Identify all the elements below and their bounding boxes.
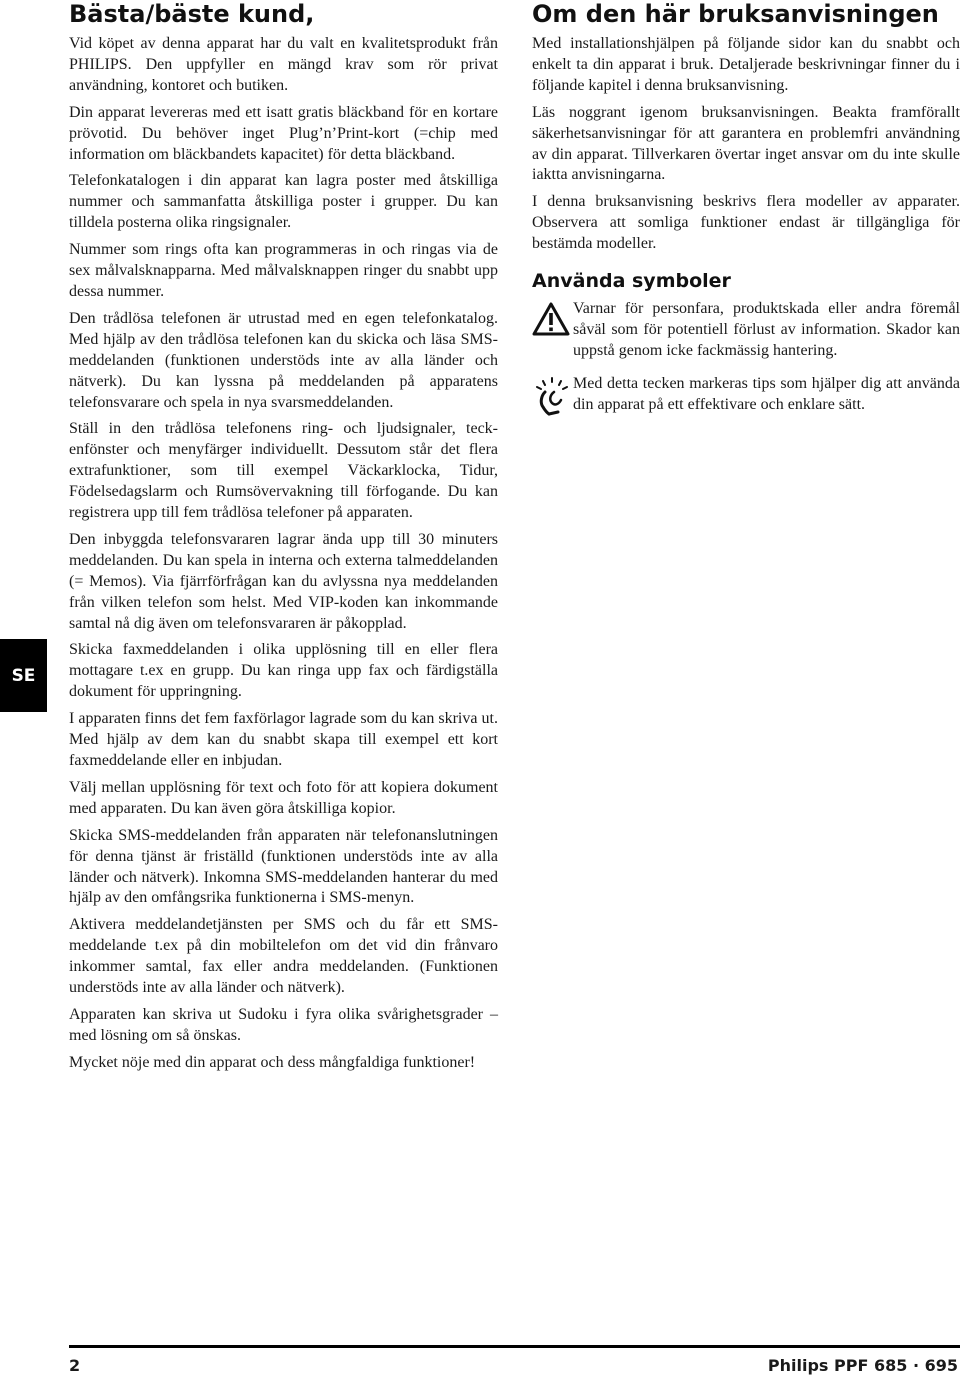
symbol-tip-text: Med detta tecken markeras tips som hjälper dig att använda din apparat på ett effektivare och enklare sätt. [573,374,960,413]
paragraph: Vid köpet av denna apparat har du valt en kvalitetsprodukt från PHILIPS. Den uppfyller en mängd krav som rör privat användning, kontoret och butiken. [69,35,498,94]
paragraph: Med installationshjälpen på följande sidor kan du snabbt och enkelt ta din apparat i bruk. Detaljerade beskrivningar finner du i följande kapitel i denna bruksanvisning. [532,35,960,94]
footer-divider [69,1345,960,1348]
paragraph: Läs noggrant igenom bruksanvisningen. Beakta framförallt säkerhetsanvisningar för att garantera en problemfri användning av din apparat. Tillverkaren övertar inget ansvar om du inte skulle iaktta anvisningarna. [532,103,960,184]
model-name: Philips PPF 685 · 695 [767,1356,958,1375]
greeting-heading: Bästa/bäste kund, [69,0,315,28]
paragraph: I apparaten finns det fem faxförlagor lagrade som du kan skriva ut. Med hjälp av dem kan du snabbt skapa till exempel ett kort faxmeddelande eller en inbjudan. [69,710,498,769]
paragraph: Skicka SMS-meddelanden från apparaten när telefonanslutningen för denna tjänst är friställd (funktionen understöds inte av alla länder och nätverk). Inkomna SMS-meddelanden hanterar du med hjälp av den omfångsrika funktionerna i SMS-menyn. [69,826,498,907]
paragraph: Välj mellan upplösning för text och foto för att kopiera dokument med apparaten. Du kan även göra åtskilliga kopior. [69,778,498,817]
paragraph: Nummer som rings ofta kan programmeras in och ringas via de sex målvalsknapparna. Med målvalsknappen ringer du snabbt upp dessa nummer. [69,241,498,300]
symbol-tip-row [532,374,960,416]
paragraph: Den inbyggda telefonsvararen lagrar ända upp till 30 minuters meddelanden. Du kan spela in interna och externa talmeddelanden (= Memos). Via fjärrförfrågan kan du avlyssna nya meddelanden från vilken telefon som helst. Med VIP-koden kan inkommande samtal nå dig även om telefonsvararen är påkopplad. [69,530,498,632]
paragraph: Telefonkatalogen i din apparat kan lagra poster med åtskilliga nummer och sammanfatta åtskilliga poster i grupper. Du kan tilldela posterna olika ringsignaler. [69,172,498,232]
symbols-heading: Använda symboler [532,270,731,293]
paragraph: I denna bruksanvisning beskrivs flera modeller av apparater. Observera att somliga funktioner endast är tillgängliga för bestämda modeller. [532,193,960,253]
paragraph: Apparaten kan skriva ut Sudoku i fyra olika svårighetsgrader – med lösning om så önskas. [69,1005,498,1044]
tip-lightbulb-icon [532,376,570,416]
paragraph: Skicka faxmeddelanden i olika upplösning till en eller flera mottagare t.ex en grupp. Du kan ringa upp fax och färdigställa dokument för uppringning. [69,641,498,701]
right-column [532,0,960,428]
language-tab: SE [0,639,47,712]
left-column [69,0,498,1080]
symbol-warning-row [532,299,960,362]
paragraph: Mycket nöje med din apparat och dess mångfaldiga funktioner! [69,1053,476,1071]
paragraph: Aktivera meddelandetjänsten per SMS och du får ett SMS-meddelande t.ex på din mobiltelefon om det vid din frånvaro inkommer samtal, fax eller andra meddelanden. (Funktionen understöds inte av alla länder och nätverk). [69,916,498,997]
paragraph: Den trådlösa telefonen är utrustad med en egen telefonkatalog. Med hjälp av den trådlösa telefonen kan du skicka och läsa SMS-meddelanden (funktionen understöds inte av alla länder och nätverk). Du kan lyssna på meddelanden på apparatens telefonsvarare och spela in nya svarsmeddelanden. [69,309,498,411]
warning-triangle-icon [532,301,570,341]
symbol-warning-text: Varnar för personfara, produktskada eller andra föremål såväl som för potentiell förlust av information. Skador kan uppstå genom icke fackmässig hantering. [573,300,960,359]
manual-heading: Om den här bruksanvisningen [532,0,939,28]
paragraph: Din apparat levereras med ett isatt gratis bläckband för en kortare prövotid. Du behöver inget Plug’n’Print-kort (=chip med information om bläckbandets kapacitet) för detta bläckband. [69,103,498,163]
paragraph: Ställ in den trådlösa telefonens ring- och ljudsignaler, teckenfönster och menyfärger individuellt. Dessutom står det flera extrafunktioner, som till exempel Väckarklocka, Tidur, Födelsedagslarm och Rumsövervakning till förfogande. Du kan registrera upp till fem trådlösa telefoner på apparaten. [69,420,498,522]
page-number: 2 [69,1356,81,1375]
